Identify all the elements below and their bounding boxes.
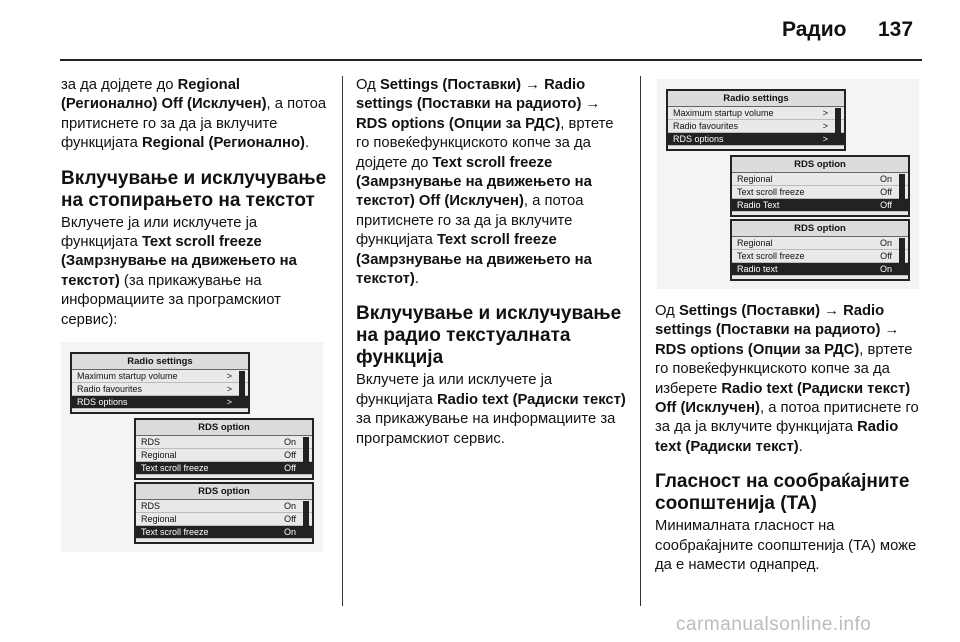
- text-segment: →: [581, 96, 601, 113]
- screen-row-label: Radio text: [737, 264, 778, 274]
- screen-row-value: Off: [880, 187, 892, 197]
- text-segment: .: [414, 271, 419, 288]
- column-2: [356, 76, 628, 463]
- screen-row-label: Maximum startup volume: [77, 371, 178, 381]
- text-segment: (за прикажување на информациите за програмскиот сервис):: [61, 272, 281, 328]
- screen-title: Radio settings: [668, 91, 844, 107]
- page-number: 137: [878, 18, 914, 41]
- scrollbar-indicator: [899, 174, 905, 210]
- screen-menu-row: [732, 263, 908, 276]
- screen-row-value: Off: [880, 200, 892, 210]
- text-segment: →: [880, 322, 900, 339]
- text-segment: , вртете го повеќефункциското копче за да дојдете до: [356, 115, 614, 171]
- screen-row-label: RDS: [141, 501, 161, 511]
- text-segment: .: [304, 135, 310, 152]
- text-segment: Text scroll freeze (Замрзнување на движењето на текстот) Off (Исклучен): [356, 154, 592, 210]
- screen-menu-row: [72, 383, 248, 396]
- scrollbar-indicator: [303, 437, 309, 473]
- text-segment: RDS options (Опции за РДС): [655, 341, 860, 358]
- radio-settings-screen: [70, 352, 250, 414]
- text-segment: Radio text (Радиски текст): [655, 419, 899, 455]
- screen-menu-row: [732, 237, 908, 250]
- screen-row-value: On: [283, 437, 296, 447]
- screen-row-value: >: [822, 108, 828, 118]
- screen-menu-row: [136, 513, 312, 526]
- screen-title: Radio settings: [72, 354, 248, 370]
- text-segment: Од: [655, 303, 679, 319]
- screen-row-value: >: [226, 397, 232, 407]
- screen-title: RDS option: [136, 484, 312, 500]
- screen-menu-row: [72, 396, 248, 409]
- screen-row-label: Radio Text: [737, 200, 780, 210]
- scrollbar-indicator: [303, 501, 309, 537]
- text-segment: Settings (Поставки): [678, 303, 821, 319]
- screen-menu-row: [732, 250, 908, 263]
- screen-row-label: Regional: [141, 450, 177, 460]
- rds-option-screen-off: [730, 155, 910, 217]
- column-3: [655, 302, 927, 589]
- screen-row-value: On: [283, 527, 296, 537]
- screen-menu-row: [732, 199, 908, 212]
- screen-row-label: Radio favourites: [77, 384, 143, 394]
- page-header-title: Радио: [782, 18, 847, 41]
- screen-row-label: Regional: [737, 238, 773, 248]
- text-segment: Вклучете ја или исклучете ја функцијата: [61, 214, 258, 251]
- screen-menu-row: [668, 133, 844, 146]
- screen-row-label: Text scroll freeze: [141, 527, 209, 537]
- scrollbar-indicator: [239, 371, 245, 407]
- col2-paragraph-2: [356, 371, 628, 449]
- screen-menu-row: [136, 500, 312, 513]
- text-segment: , а потоа притиснете го за да ја вклучите функцијата: [61, 96, 327, 152]
- screen-title: RDS option: [136, 420, 312, 436]
- screen-row-label: Regional: [737, 174, 773, 184]
- radio-settings-screen: [666, 89, 846, 151]
- col1-paragraph-2: [61, 214, 331, 330]
- rds-option-screen-on: [730, 219, 910, 281]
- screen-row-label: Text scroll freeze: [737, 251, 805, 261]
- screen-row-label: RDS options: [673, 134, 724, 144]
- text-segment: .: [798, 438, 803, 455]
- text-segment: Radio settings (Поставки на радиото): [655, 303, 885, 339]
- text-segment: Regional (Регионално): [141, 135, 305, 152]
- text-segment: Text scroll freeze (Замрзнување на движењето на текстот): [356, 232, 592, 288]
- watermark: carmanualsonline.info: [676, 614, 872, 635]
- col3-paragraph-2: [655, 517, 927, 575]
- screen-title: RDS option: [732, 157, 908, 173]
- text-segment: RDS options (Опции за РДС): [356, 115, 561, 132]
- text-segment: Вклучете ја или исклучете ја функцијата: [356, 372, 553, 408]
- col1-paragraph-1: [61, 76, 331, 154]
- scrollbar-indicator: [899, 238, 905, 274]
- column-1: [61, 76, 331, 344]
- col3-heading: Гласност на сообраќајните соопштенија (TA): [655, 471, 910, 515]
- text-segment: Regional (Регионално) Off (Исклучен): [61, 77, 267, 113]
- text-segment: , вртете го повеќефункциското копче за да изберете: [655, 341, 913, 397]
- text-segment: за да дојдете до: [61, 77, 178, 93]
- screen-row-value: >: [822, 134, 828, 144]
- text-segment: Text scroll freeze (Замрзнување на движењето на текстот): [61, 234, 297, 289]
- column-divider-1: [342, 76, 343, 606]
- column-divider-2: [640, 76, 641, 606]
- screen-row-value: Off: [880, 251, 892, 261]
- screen-menu-row: [136, 526, 312, 539]
- screen-row-value: Off: [284, 514, 296, 524]
- col2-paragraph-1: [356, 76, 628, 289]
- col2-heading: Вклучување и исклучување на радио текстуалната функција: [356, 303, 622, 369]
- screen-menu-row: [136, 436, 312, 449]
- screen-row-value: On: [879, 238, 892, 248]
- screen-row-value: Off: [284, 463, 296, 473]
- screen-menu-row: [136, 449, 312, 462]
- screen-row-label: Maximum startup volume: [673, 108, 774, 118]
- screen-row-label: RDS: [141, 437, 161, 447]
- col3-paragraph-1: [655, 302, 927, 457]
- screen-menu-row: [136, 462, 312, 475]
- screen-menu-row: [72, 370, 248, 383]
- scrollbar-indicator: [835, 108, 841, 144]
- screen-menu-row: [732, 173, 908, 186]
- rds-option-screen-on: [134, 482, 314, 544]
- screen-row-value: Off: [284, 450, 296, 460]
- text-segment: Radio settings (Поставки на радиото): [356, 77, 586, 113]
- screen-menu-row: [732, 186, 908, 199]
- screen-row-value: >: [226, 384, 232, 394]
- screen-row-label: Radio favourites: [673, 121, 739, 131]
- screen-row-label: Regional: [141, 514, 177, 524]
- screen-menu-row: [668, 107, 844, 120]
- screen-menu-row: [668, 120, 844, 133]
- text-segment: , а потоа притиснете го за да ја вклучите функцијата: [655, 400, 919, 436]
- text-segment: Radio text (Радиски текст): [436, 391, 626, 408]
- text-segment: Settings (Поставки): [379, 77, 522, 93]
- screen-row-value: >: [822, 121, 828, 131]
- text-segment: Radio text (Радиски текст) Off (Исклучен): [655, 380, 911, 417]
- text-segment: , а потоа притиснете го за да ја вклучите функцијата: [356, 193, 584, 249]
- screen-row-value: On: [879, 174, 892, 184]
- screen-row-value: On: [879, 264, 892, 274]
- screen-row-label: RDS options: [77, 397, 128, 407]
- text-segment: за прикажување на информациите за програмскиот сервис.: [356, 411, 616, 447]
- screen-row-label: Text scroll freeze: [141, 463, 209, 473]
- figure-radio-text: [657, 79, 919, 289]
- screen-title: RDS option: [732, 221, 908, 237]
- rds-option-screen-off: [134, 418, 314, 480]
- header-rule: [60, 59, 922, 61]
- text-segment: →: [820, 303, 844, 319]
- screen-row-value: On: [283, 501, 296, 511]
- figure-text-scroll-freeze: [61, 342, 323, 552]
- text-segment: Од: [356, 77, 380, 93]
- col1-heading: Вклучување и исклучување на стопирањето на текстот: [61, 167, 327, 211]
- screen-row-value: >: [226, 371, 232, 381]
- screen-row-label: Text scroll freeze: [737, 187, 805, 197]
- text-segment: →: [521, 77, 545, 93]
- text-segment: Минималната гласност на сообраќајните соопштенија (TA) може да е намести однапред.: [655, 518, 917, 574]
